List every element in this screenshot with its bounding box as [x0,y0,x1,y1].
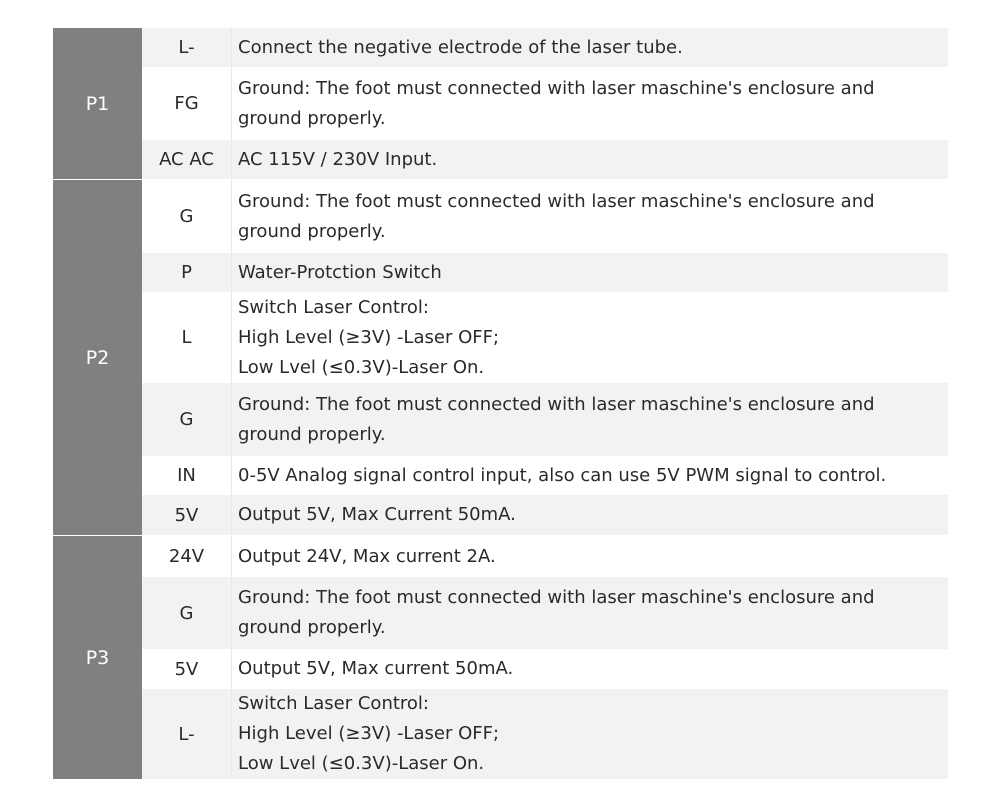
port-label: P1 [53,28,142,179]
pin-description [232,140,948,179]
description-line: Output 5V, Max current 50mA. [238,658,514,679]
table-row [142,383,948,456]
pin-name: L [142,292,232,383]
description-line: Ground: The foot must connected with laser maschine's enclosure and [238,77,875,99]
description-line: Low Lvel (≤0.3V)-Laser On. [238,753,485,774]
pin-name: 5V [142,649,232,689]
pin-description [232,67,948,140]
table-row [142,649,948,689]
description-line: AC 115V / 230V Input. [238,148,438,170]
pin-description [232,28,948,67]
description-line: Switch Laser Control: [238,296,429,318]
pin-name: IN [142,456,232,495]
table-row [142,180,948,253]
table-row [142,292,948,383]
pin-description [232,495,948,535]
pin-description [232,383,948,456]
description-line: Connect the negative electrode of the laser tube. [238,36,683,58]
description-line: High Level (≥3V) -Laser OFF; [238,326,500,348]
description-line: 0-5V Analog signal control input, also can use 5V PWM signal to control. [238,464,887,486]
port-label: P3 [53,536,142,779]
pin-description [232,253,948,292]
pin-description [232,689,948,779]
table-row [142,28,948,67]
pin-description [232,292,948,383]
port-group-p1 [53,28,948,179]
pin-name: FG [142,67,232,140]
table-row [142,689,948,779]
description-line: Low Lvel (≤0.3V)-Laser On. [238,356,485,378]
pin-name: 5V [142,495,232,535]
pin-description [232,536,948,577]
description-line: Water-Protction Switch [238,261,442,283]
description-line: ground properly. [238,617,386,638]
table-row [142,456,948,495]
table-row [142,67,948,140]
pin-name: G [142,577,232,649]
pin-name: G [142,180,232,253]
table-row [142,577,948,649]
pin-name: G [142,383,232,456]
description-line: Ground: The foot must connected with laser maschine's enclosure and [238,190,875,212]
description-line: ground properly. [238,423,386,445]
port-group-p3 [53,535,948,779]
pin-description [232,577,948,649]
pin-description [232,180,948,253]
pin-name: L- [142,689,232,779]
pin-name: P [142,253,232,292]
table-row [142,495,948,535]
pin-definition-table [53,28,948,779]
description-line: Switch Laser Control: [238,693,429,714]
table-row [142,140,948,179]
table-row [142,536,948,577]
description-line: ground properly. [238,220,386,242]
pin-name: L- [142,28,232,67]
description-line: High Level (≥3V) -Laser OFF; [238,723,500,744]
port-group-p2 [53,179,948,535]
pin-name: 24V [142,536,232,577]
description-line: Output 5V, Max Current 50mA. [238,504,516,525]
pin-description [232,456,948,495]
description-line: ground properly. [238,107,386,129]
port-label: P2 [53,180,142,535]
description-line: Ground: The foot must connected with laser maschine's enclosure and [238,393,875,415]
pin-name: AC AC [142,140,232,179]
pin-description [232,649,948,689]
description-line: Ground: The foot must connected with laser maschine's enclosure and [238,587,875,608]
table-row [142,253,948,292]
description-line: Output 24V, Max current 2A. [238,545,496,567]
